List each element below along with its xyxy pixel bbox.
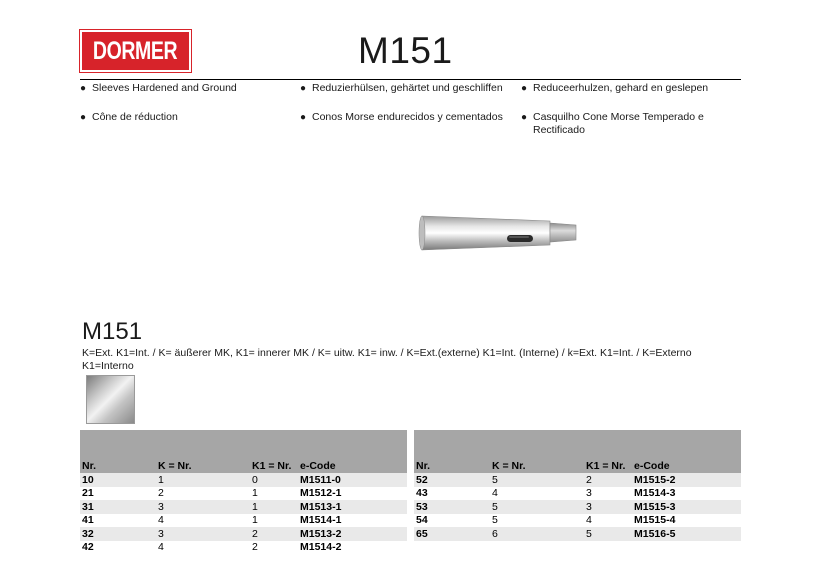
cell-nr: 43	[414, 487, 490, 501]
table-row	[414, 500, 741, 514]
cell-k: 1	[156, 473, 250, 487]
table-row	[80, 473, 407, 487]
cell-nr: 65	[414, 527, 490, 541]
table-header-row	[414, 430, 741, 473]
cell-ecode: M1516-5	[632, 527, 741, 541]
table-row	[80, 527, 407, 541]
cell-k1: 3	[584, 487, 632, 501]
cell-k1: 1	[250, 514, 298, 528]
table-row	[414, 527, 741, 541]
cell-nr: 42	[80, 541, 156, 555]
col-header-k: K = Nr.	[490, 430, 584, 473]
material-swatch	[86, 375, 135, 424]
cell-ecode: M1514-2	[298, 541, 407, 555]
cell-k1: 1	[250, 487, 298, 501]
bullet-text: Sleeves Hardened and Ground	[92, 82, 237, 94]
table-row	[80, 514, 407, 528]
cell-k: 3	[156, 527, 250, 541]
col-header-k1: K1 = Nr.	[584, 430, 632, 473]
cell-ecode: M1514-3	[632, 487, 741, 501]
cell-k: 4	[156, 514, 250, 528]
table-row	[80, 500, 407, 514]
cell-k: 6	[490, 527, 584, 541]
bullet-dot-icon: ●	[521, 112, 528, 123]
reduction-sleeve-image	[418, 213, 580, 253]
cell-k: 5	[490, 500, 584, 514]
table-row	[80, 487, 407, 501]
cell-ecode: M1513-1	[298, 500, 407, 514]
cell-k1: 0	[250, 473, 298, 487]
cell-nr: 41	[80, 514, 156, 528]
bullet-item	[300, 82, 505, 95]
cell-ecode: M1515-3	[632, 500, 741, 514]
bullet-item	[80, 111, 285, 124]
cell-k1: 2	[250, 541, 298, 555]
table-row	[80, 541, 407, 555]
cell-nr: 53	[414, 500, 490, 514]
cell-nr: 32	[80, 527, 156, 541]
cell-ecode: M1511-0	[298, 473, 407, 487]
col-header-nr: Nr.	[414, 430, 490, 473]
cell-nr: 52	[414, 473, 490, 487]
cell-nr: 31	[80, 500, 156, 514]
cell-k: 4	[490, 487, 584, 501]
bullet-dot-icon: ●	[80, 83, 87, 94]
col-header-ecode: e-Code	[632, 430, 741, 473]
bullet-text: Cône de réduction	[92, 111, 178, 123]
cell-k1: 2	[584, 473, 632, 487]
cell-k1: 5	[584, 527, 632, 541]
table-row	[414, 514, 741, 528]
page-title: M151	[358, 30, 453, 71]
bullet-dot-icon: ●	[80, 112, 87, 123]
bullet-text: Reduzierhülsen, gehärtet und geschliffen	[312, 82, 503, 94]
product-table-right	[414, 430, 741, 541]
cell-k1: 3	[584, 500, 632, 514]
cell-nr: 54	[414, 514, 490, 528]
table-row	[414, 487, 741, 501]
bullet-text: Conos Morse endurecidos y cementados	[312, 111, 503, 123]
bullet-dot-icon: ●	[521, 83, 528, 94]
cell-nr: 10	[80, 473, 156, 487]
cell-k: 5	[490, 514, 584, 528]
cell-k1: 1	[250, 500, 298, 514]
header-divider	[80, 79, 741, 80]
table-header-row	[80, 430, 407, 473]
cell-k: 5	[490, 473, 584, 487]
col-header-k: K = Nr.	[156, 430, 250, 473]
cell-ecode: M1515-2	[632, 473, 741, 487]
brand-name: DORMER	[93, 36, 178, 65]
cell-ecode: M1514-1	[298, 514, 407, 528]
cell-k1: 4	[584, 514, 632, 528]
col-header-nr: Nr.	[80, 430, 156, 473]
cell-ecode: M1513-2	[298, 527, 407, 541]
bullet-item	[300, 111, 505, 124]
bullet-item	[521, 111, 726, 137]
cell-k1: 2	[250, 527, 298, 541]
cell-k: 2	[156, 487, 250, 501]
bullet-dot-icon: ●	[300, 112, 307, 123]
cell-ecode: M1512-1	[298, 487, 407, 501]
bullet-item	[521, 82, 726, 95]
col-header-ecode: e-Code	[298, 430, 407, 473]
cell-k: 3	[156, 500, 250, 514]
bullet-text: Casquilho Cone Morse Temperado e Rectificado	[533, 111, 704, 136]
table-row	[414, 473, 741, 487]
product-table-left	[80, 430, 407, 554]
bullet-item	[80, 82, 285, 95]
section-title: M151	[82, 318, 143, 345]
section-description: K=Ext. K1=Int. / K= äußerer MK, K1= innerer MK / K= uitw. K1= inw. / K=Ext.(externe) K1=Int. (Interne) / k=Ext. K1=Int. / K=Externo K1=Interno	[82, 347, 692, 372]
cell-k: 4	[156, 541, 250, 555]
cell-ecode: M1515-4	[632, 514, 741, 528]
dormer-logo	[80, 30, 191, 72]
cell-nr: 21	[80, 487, 156, 501]
bullet-dot-icon: ●	[300, 83, 307, 94]
bullet-text: Reduceerhulzen, gehard en geslepen	[533, 82, 709, 94]
col-header-k1: K1 = Nr.	[250, 430, 298, 473]
